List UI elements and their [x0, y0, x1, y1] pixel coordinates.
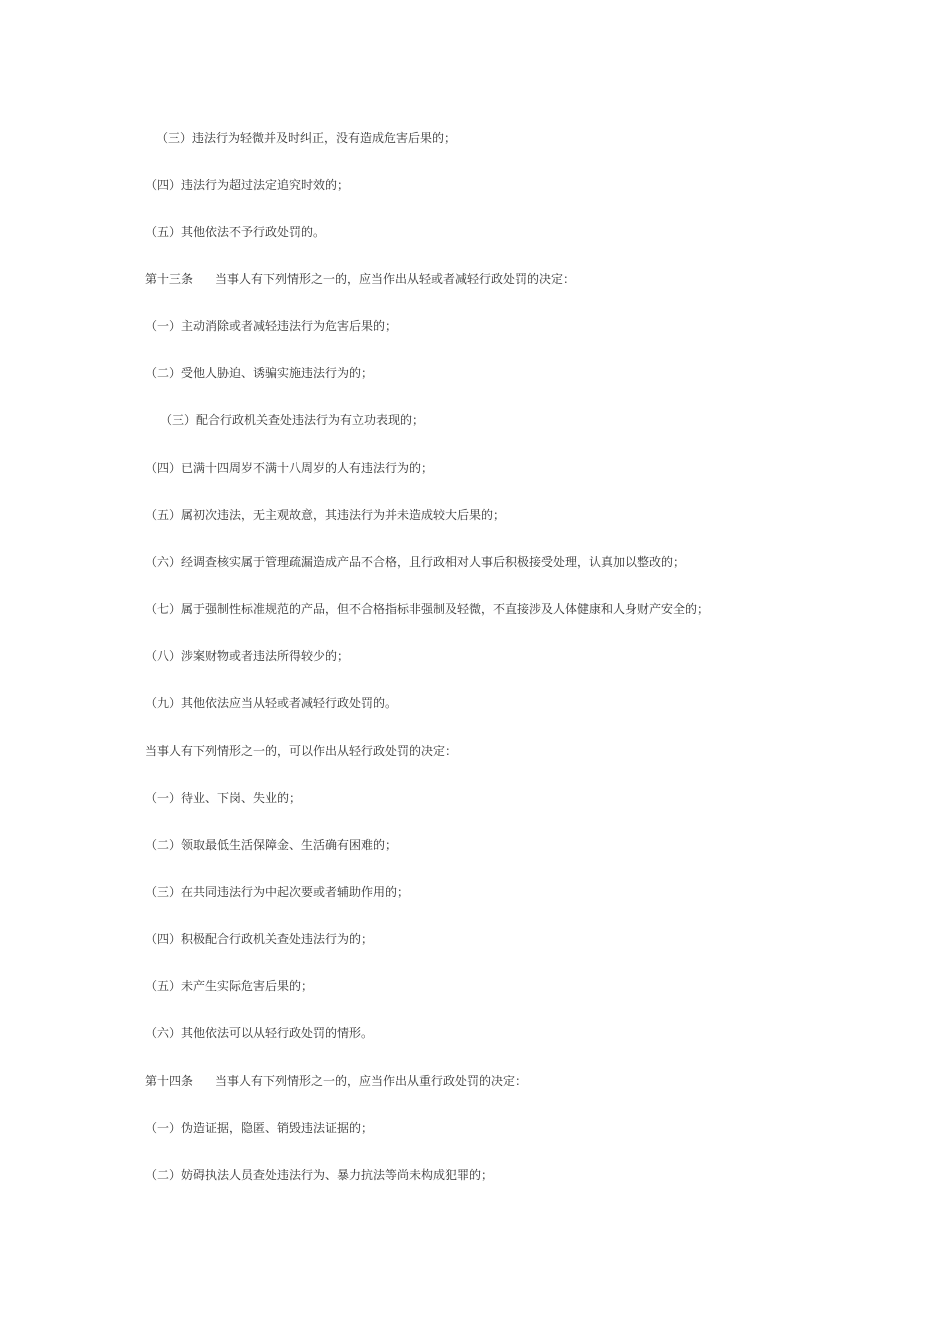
paragraph-item: （六）其他依法可以从轻行政处罚的情形。	[145, 1026, 374, 1040]
paragraph-item: （二）领取最低生活保障金、生活确有困难的；	[145, 838, 398, 852]
article-text: 当事人有下列情形之一的，应当作出从轻或者减轻行政处罚的决定：	[215, 272, 576, 286]
paragraph-item: （九）其他依法应当从轻或者减轻行政处罚的。	[145, 696, 398, 710]
paragraph-item: （三）在共同违法行为中起次要或者辅助作用的；	[145, 885, 410, 899]
paragraph-item: （七）属于强制性标准规范的产品，但不合格指标非强制及轻微，不直接涉及人体健康和人身财产安全的；	[145, 602, 710, 616]
paragraph-item: （八）涉案财物或者违法所得较少的；	[145, 649, 350, 663]
paragraph-item: （四）已满十四周岁不满十八周岁的人有违法行为的；	[145, 461, 434, 475]
article-number: 第十四条	[145, 1074, 194, 1088]
paragraph-item: （一）伪造证据，隐匿、销毁违法证据的；	[145, 1121, 374, 1135]
paragraph-item: （五）属初次违法，无主观故意，其违法行为并未造成较大后果的；	[145, 508, 506, 522]
article-text: 当事人有下列情形之一的，应当作出从重行政处罚的决定：	[215, 1074, 528, 1088]
article-14-heading	[145, 1073, 527, 1089]
article-number: 第十三条	[145, 272, 194, 286]
paragraph-item: （六）经调查核实属于管理疏漏造成产品不合格，且行政相对人事后积极接受处理，认真加以整改的；	[145, 555, 686, 569]
paragraph-item: （三）配合行政机关查处违法行为有立功表现的；	[160, 413, 425, 427]
paragraph-item: （四）积极配合行政机关查处违法行为的；	[145, 932, 374, 946]
paragraph-item: （二）妨碍执法人员查处违法行为、暴力抗法等尚未构成犯罪的；	[145, 1168, 494, 1182]
paragraph-item: （一）主动消除或者减轻违法行为危害后果的；	[145, 319, 398, 333]
paragraph-item: （一）待业、下岗、失业的；	[145, 791, 302, 805]
paragraph-item: （五）未产生实际危害后果的；	[145, 979, 314, 993]
paragraph-item: （三）违法行为轻微并及时纠正，没有造成危害后果的；	[156, 131, 457, 145]
article-13-heading	[145, 271, 575, 287]
paragraph-item: （五）其他依法不予行政处罚的。	[145, 225, 326, 239]
paragraph-intro: 当事人有下列情形之一的，可以作出从轻行政处罚的决定：	[145, 744, 458, 758]
paragraph-item: （二）受他人胁迫、诱骗实施违法行为的；	[145, 366, 374, 380]
paragraph-item: （四）违法行为超过法定追究时效的；	[145, 178, 350, 192]
